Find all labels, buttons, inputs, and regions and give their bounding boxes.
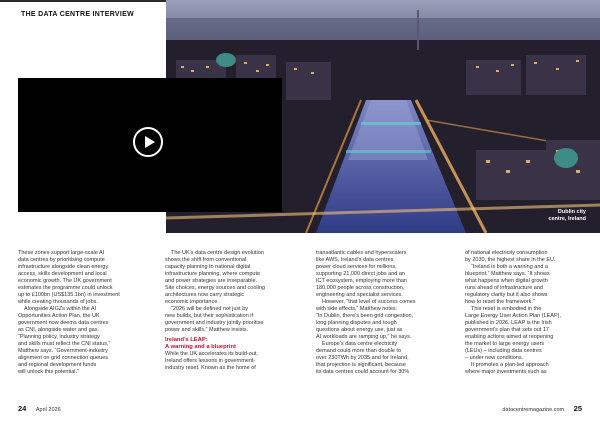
text-line: It promotes a plan-led approach	[471, 362, 549, 368]
text-line: blueprint,” Matthew says. “It shows	[465, 271, 550, 277]
subhead-line-2: A warning and a blueprint	[165, 344, 236, 351]
text-line: regulatory clarity but it also shows	[465, 292, 548, 298]
text-line: published in 2026. LEAP is the Irish	[465, 320, 552, 326]
page-number-left: 24	[18, 404, 27, 413]
text-line: estimates the programme could unlock	[18, 285, 113, 291]
text-line: economic growth. The UK government	[18, 278, 112, 284]
text-line: power and skills,” Matthew insists.	[165, 327, 249, 333]
text-line: that projection is significant, because	[316, 362, 406, 368]
text-line: economic importance.	[165, 299, 219, 305]
text-line: Site choices, energy sources and cooling	[165, 285, 265, 291]
text-column-1	[18, 250, 144, 376]
text-line: data centres by prioritising compute	[18, 257, 105, 263]
text-column-4	[465, 250, 591, 376]
text-line: access, skills development and local	[18, 271, 107, 277]
text-line: (LEUs) – including data centres	[465, 348, 542, 354]
text-line: industry reset. Known as the home of	[165, 365, 256, 372]
text-line: – under new conditions.	[465, 355, 524, 361]
text-line: up to £100bn (US$135.1bn) in investment	[18, 292, 120, 298]
footer-right	[502, 404, 582, 413]
text-line: However, “that level of success comes	[322, 299, 416, 305]
text-line: like AWS, Ireland’s data centres	[316, 257, 394, 263]
text-line: government’s plan that sets out 17	[465, 327, 549, 333]
text-line: government now deems data centres	[18, 320, 109, 326]
text-line: its data centres could account for 30%	[316, 369, 410, 375]
text-line: “Ireland is both a warning and a	[471, 264, 549, 270]
text-line: shows the shift from conventional	[165, 257, 247, 263]
text-line: how to reset the framework.”	[465, 299, 535, 305]
text-line: ICT ecosystem, employing more than	[316, 278, 407, 284]
text-line: infrastructure planning, where compute	[165, 271, 261, 277]
text-line: and power strategies are inseparable.	[165, 278, 258, 284]
page-number-right: 25	[573, 404, 582, 413]
text-line: by 2030, the highest share in the EU.	[465, 257, 556, 263]
text-line: The UK’s data centre design evolution	[171, 250, 264, 256]
text-line: “2026 will be defined not just by	[171, 306, 249, 312]
footer-left	[18, 404, 61, 413]
text-line: Europe’s data centre electricity	[322, 341, 398, 347]
subhead-line-1: Ireland’s LEAP:	[165, 337, 208, 343]
text-line: will unlock this potential.”	[18, 369, 79, 375]
section-title: THE DATA CENTRE INTERVIEW	[21, 11, 135, 18]
text-line: of national electricity consumption	[465, 250, 548, 256]
text-line: the market to large energy users	[465, 341, 545, 347]
text-line: architectures now carry strategic	[165, 292, 245, 298]
video-player[interactable]	[18, 78, 282, 212]
text-line: and skills must reflect the CNI status,”	[18, 341, 111, 347]
text-line: Matthew says. “Government-industry	[18, 348, 108, 354]
text-column-3	[316, 250, 442, 376]
text-line: “In Dublin, there’s been grid congestion,	[316, 313, 414, 319]
text-line: with side effects,” Matthew notes.	[316, 306, 398, 312]
text-line: and regional development funds	[18, 362, 97, 368]
text-line: enabling actions aimed at reopening	[465, 334, 554, 340]
play-icon[interactable]	[133, 127, 163, 157]
photo-caption	[548, 209, 586, 223]
text-line: “Planning policy, industry strategy	[18, 334, 100, 340]
text-line: This reset is embodied in the	[471, 306, 542, 312]
text-line: Alongside AIGZs within the AI	[24, 306, 97, 312]
text-line: Ireland offers lessons in government-	[165, 358, 256, 365]
text-line: 180,000 people across construction,	[316, 285, 405, 291]
text-line: AI workloads are ramping up,” he says.	[316, 334, 412, 340]
caption-line-1: Dublin city	[557, 209, 586, 215]
text-line: where major investments such as	[465, 369, 547, 375]
text-line: engineering and specialist services.	[316, 292, 403, 298]
text-line: questions about energy use, just as	[316, 327, 403, 333]
text-line: government and industry jointly prioritise	[165, 320, 264, 326]
subhead	[165, 337, 291, 351]
text-line: while creating thousands of jobs.	[18, 299, 98, 305]
header-rule	[0, 0, 166, 2]
text-line: Large Energy User Action Plan (LEAP),	[465, 313, 561, 319]
text-column-2	[165, 250, 291, 372]
text-line: demand could more than double to	[316, 348, 402, 354]
text-line: over 230TWh by 2035 and for Ireland,	[316, 355, 409, 361]
text-line: alignment on grid connection queues	[18, 355, 108, 361]
issue-date: April 2026	[35, 407, 61, 413]
site-url[interactable]: datacentremagazine.com	[502, 407, 565, 413]
text-line: long planning disputes and tough	[316, 320, 397, 326]
text-line: transatlantic cables and hyperscalers	[316, 250, 407, 256]
text-line: capacity planning to national digital	[165, 264, 251, 270]
text-line: as CNI, alongside water and gas.	[18, 327, 100, 333]
text-line: infrastructure alongside clean energy	[18, 264, 109, 270]
text-line: what happens when digital growth	[465, 278, 548, 284]
text-line: runs ahead of infrastructure and	[465, 285, 543, 291]
caption-line-2: centre, Ireland	[548, 216, 586, 222]
text-line: These zones support large-scale AI	[18, 250, 105, 256]
text-line: supporting 21,000 direct jobs and an	[316, 271, 405, 277]
text-line: power cloud services for millions,	[316, 264, 397, 270]
text-line: Opportunities Action Plan, the UK	[18, 313, 100, 319]
text-line: While the UK accelerates its build-out,	[165, 351, 258, 358]
text-line: new builds, but their sophistication if	[165, 313, 254, 319]
